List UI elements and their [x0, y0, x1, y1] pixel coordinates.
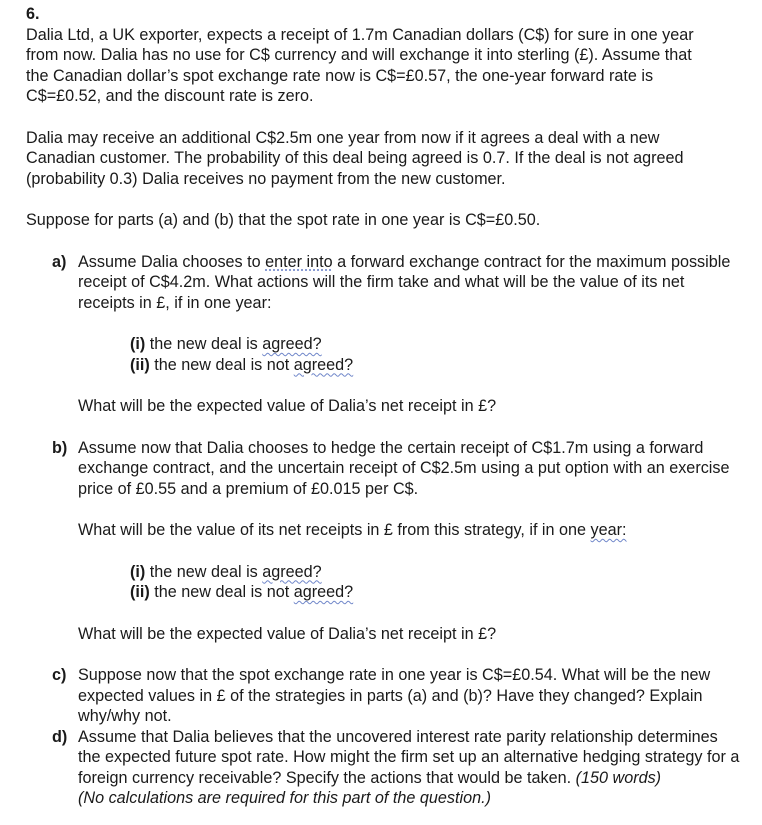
part-b-body: [78, 438, 742, 645]
part-b-sub-i-underlined: agreed?: [262, 562, 322, 581]
part-b-text: Assume now that Dalia chooses to hedge the certain receipt of C$1.7m using a forward exchange contract, and the uncertain receipt of C$2.5m using a put option with an exercise price of £0.55 and a premium of £0.015 per C$.: [78, 438, 730, 498]
part-b-sub-ii-underlined: agreed?: [293, 583, 354, 601]
part-d-word-count: (150 words): [575, 768, 662, 787]
part-b-sub-ii-text: the new deal is not: [149, 583, 294, 601]
part-a-text-pre: Assume Dalia chooses to: [78, 252, 266, 271]
spacer: [26, 417, 748, 438]
intro-paragraph-1: Dalia Ltd, a UK exporter, expects a receipt of 1.7m Canadian dollars (C$) for sure in one year from now. Dalia has no use for C$ currency and will exchange it into sterling (£). Assume that the Canadian dollar’s spot exchange rate now is C$=£0.57, the one-year forward rate is C$=£0.52, and the discount rate is zero.: [26, 25, 694, 105]
part-d-body: [78, 727, 742, 809]
part-d: [52, 727, 742, 809]
spacer: [26, 189, 748, 210]
intro-paragraph-3: Suppose for parts (a) and (b) that the spot rate in one year is C$=£0.50.: [26, 211, 541, 229]
part-b-value-underlined: year:: [590, 521, 627, 539]
part-c-body: [78, 665, 742, 727]
part-b-value-pre: What will be the value of its net receipts in £ from this strategy, if in one: [78, 521, 591, 539]
part-b-sub-i-label: (i): [130, 562, 146, 581]
part-b-sub-i: [130, 562, 742, 583]
part-b-sub-ii-label: (ii): [130, 583, 150, 601]
part-c-text: Suppose now that the spot exchange rate in one year is C$=£0.54. What will be the new expected values in £ of the strategies in parts (a) and (b)? Have they changed? Explain why/why not.: [78, 666, 711, 725]
part-a-label: a): [52, 252, 67, 271]
part-b-label: b): [52, 438, 68, 457]
spacer: [78, 603, 742, 624]
part-c: [52, 665, 742, 727]
part-a-sub-i: [130, 334, 742, 355]
part-a-sub-i-text: the new deal is: [145, 335, 263, 353]
part-a-text: [78, 252, 742, 314]
part-a-sub-ii-text: the new deal is not: [149, 355, 294, 374]
part-a-expected: What will be the expected value of Dalia’s net receipt in £?: [78, 397, 497, 415]
part-a-text-post: a forward exchange contract for the maximum possible receipt of C$4.2m. What actions will the firm take and what will be the value of its net receipts in £, if in one year:: [78, 252, 731, 312]
spacer: [26, 107, 748, 128]
part-b: [52, 438, 742, 645]
part-b-sub-i-text: the new deal is: [145, 562, 263, 581]
part-a-sub-ii-underlined: agreed?: [293, 355, 354, 374]
spacer: [78, 313, 742, 334]
part-d-text-pre: Assume that Dalia believes that the uncovered interest rate parity relationship determines the expected future spot rate. How might the firm set up an alternative hedging strategy for a foreign currency receivable? Specify the actions that would be taken.: [78, 727, 740, 787]
part-b-sub-ii: [130, 582, 742, 603]
part-a-text-underlined: enter into: [265, 252, 333, 271]
part-a-sub-ii: [130, 355, 742, 376]
spacer: [26, 644, 748, 665]
part-a-sub-ii-label: (ii): [130, 355, 150, 374]
question-number: 6.: [26, 5, 40, 23]
intro-paragraph-2: Dalia may receive an additional C$2.5m one year from now if it agrees a deal with a new Canadian customer. The probability of this deal being agreed is 0.7. If the deal is not agreed (probability 0.3) Dalia receives no payment from the new customer.: [26, 128, 684, 188]
spacer: [78, 375, 742, 396]
spacer: [78, 541, 742, 562]
part-d-text: [78, 727, 742, 789]
part-d-note: (No calculations are required for this part of the question.): [78, 789, 491, 807]
part-b-expected: What will be the expected value of Dalia’s net receipt in £?: [78, 624, 497, 643]
spacer: [78, 499, 742, 520]
part-c-label: c): [52, 666, 67, 684]
part-d-label: d): [52, 727, 68, 746]
part-a-sub-i-underlined: agreed?: [262, 335, 322, 353]
spacer: [26, 231, 748, 252]
part-a-body: [78, 252, 742, 417]
part-b-value-question: [78, 520, 742, 541]
part-a-sub-i-label: (i): [130, 335, 146, 353]
part-a: [52, 252, 742, 417]
